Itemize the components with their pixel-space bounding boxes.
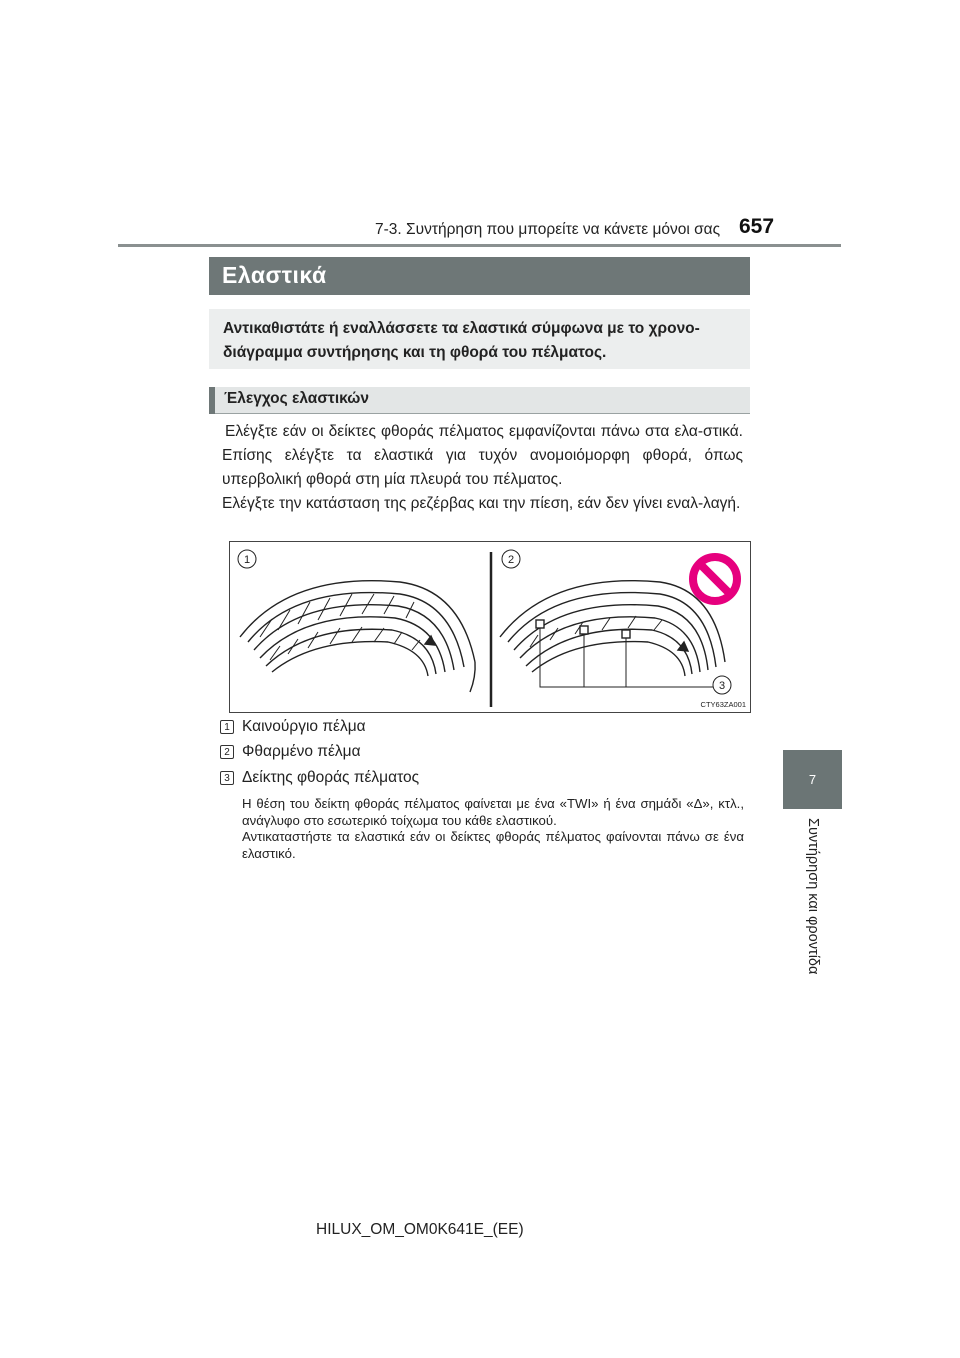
callout-1: 1 [243,554,251,566]
subsection-bar [209,387,750,414]
note-text [242,796,744,862]
legend-item [220,741,361,763]
legend-label: Φθαρμένο πέλμα [242,743,361,760]
subsection-title: Έλεγχος ελαστικών [224,390,370,407]
header-rule [118,244,841,247]
page-number: 657 [739,215,775,238]
section-title-bar [209,257,750,295]
chapter-tab[interactable] [783,750,842,809]
body-text [222,420,743,516]
legend-label: Δείκτης φθοράς πέλματος [242,769,420,786]
header-section-title: 7-3. Συντήρηση που μπορείτε να κάνετε μόνοι σας [375,221,721,238]
footer-document-code: HILUX_OM_OM0K641E_(EE) [316,1221,524,1238]
new-tire-drawing [240,581,475,692]
prohibition-icon [693,557,737,601]
paragraph-1: Ελέγξτε εάν οι δείκτες φθοράς πέλματος εμφανίζονται πάνω στα ελα-στικά. Επίσης ελέγξτε τα ελαστικά για τυχόν ανομοιόμορφη φθορά, όπως υπερβολική φθορά στη μία πλευρά του πέλματος. [222,423,743,488]
intro-text: Αντικαθιστάτε ή εναλλάσσετε τα ελαστικά σύμφωνα με το χρονο-διάγραμμα συντήρησης και τη φθορά του πέλματος. [223,320,700,361]
figure-code: CTY63ZA001 [700,700,746,709]
worn-tire-drawing [500,581,725,687]
chapter-title-vertical: Συντήρηση και φροντίδα [805,818,821,975]
page-title: Ελαστικά [222,262,327,288]
legend-number: 3 [220,771,234,785]
legend-item [220,767,419,789]
callout-3: 3 [718,680,726,692]
note-paragraph: Η θέση του δείκτη φθοράς πέλματος φαίνεται με ένα «TWI» ή ένα σημάδι «Δ», κτλ., ανάγλυφο στο εσωτερικό τοίχωμα του κάθε ελαστικού. [242,796,744,828]
legend-number: 2 [220,745,234,759]
legend-item [220,716,366,738]
chapter-number: 7 [808,772,817,787]
note-paragraph: Αντικαταστήστε τα ελαστικά εάν οι δείκτες φθοράς πέλματος φαίνονται πάνω σε ένα ελαστικό. [242,829,744,861]
intro-box [209,309,750,369]
callout-2: 2 [507,554,515,566]
paragraph-2: Ελέγξτε την κατάσταση της ρεζέρβας και την πίεση, εάν δεν γίνει εναλ-λαγή. [222,495,741,512]
tire-illustration [230,542,750,712]
tire-tread-figure [229,541,751,713]
legend-label: Καινούργιο πέλμα [242,718,366,735]
legend-number: 1 [220,720,234,734]
